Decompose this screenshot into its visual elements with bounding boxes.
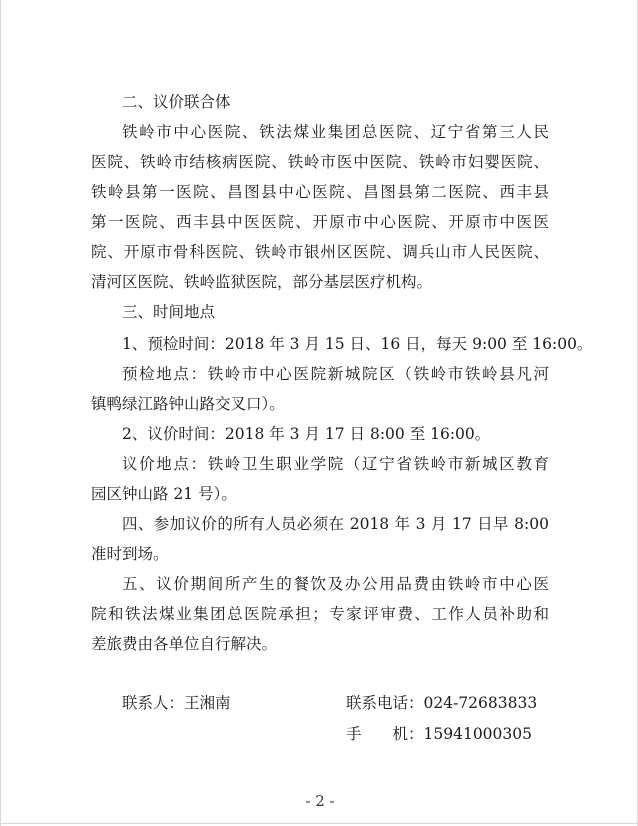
union-line-2: 医院、铁岭市结核病医院、铁岭市医中医院、铁岭市妇婴医院、 — [91, 153, 549, 171]
expenses-line-2: 院和铁法煤业集团总医院承担；专家评审费、工作人员补助和 — [91, 605, 549, 623]
union-line-3: 铁岭县第一医院、昌图县中心医院、昌图县第二医院、西丰县 — [91, 183, 549, 201]
expenses-line-1: 五、议价期间所产生的餐饮及办公用品费由铁岭市中心医 — [122, 575, 549, 593]
contact-mobile-row — [346, 724, 532, 744]
section-heading-union: 二、议价联合体 — [122, 93, 231, 111]
union-line-5: 院、开原市骨科医院、铁岭市银州区医院、调兵山市人民医院、 — [91, 243, 549, 261]
attendance-line-2: 准时到场。 — [91, 545, 169, 563]
union-line-6: 清河区医院、铁岭监狱医院，部分基层医疗机构。 — [91, 273, 433, 291]
contact-person: 联系人：王湘南 — [122, 694, 231, 712]
contact-phone: 联系电话：024-72683833 — [346, 694, 538, 712]
bargain-time: 2、议价时间：2018 年 3 月 17 日 8:00 至 16:00。 — [122, 425, 491, 443]
precheck-place-line-2: 镇鸭绿江路钟山路交叉口）。 — [91, 395, 285, 413]
precheck-time: 1、预检时间：2018 年 3 月 15 日、16 日，每天 9:00 至 16:00。 — [122, 335, 593, 353]
bargain-place-line-1: 议价地点：铁岭卫生职业学院（辽宁省铁岭市新城区教育 — [122, 455, 549, 473]
contact-mobile-number: 15941000305 — [423, 725, 532, 743]
union-line-1: 铁岭市中心医院、铁法煤业集团总医院、辽宁省第三人民 — [122, 123, 549, 141]
expenses-line-3: 差旅费由各单位自行解决。 — [91, 635, 278, 653]
page-bottom-edge — [1, 823, 638, 824]
contact-mobile-label: 手 机： — [346, 725, 424, 743]
precheck-place-line-1: 预检地点：铁岭市中心医院新城院区（铁岭市铁岭县凡河 — [122, 365, 549, 383]
union-line-4: 第一医院、西丰县中医医院、开原市中心医院、开原市中医医 — [91, 213, 549, 231]
attendance-line-1: 四、参加议价的所有人员必须在 2018 年 3 月 17 日早 8:00 — [122, 515, 549, 533]
bargain-place-line-2: 园区钟山路 21 号）。 — [91, 485, 237, 503]
section-heading-time-place: 三、时间地点 — [122, 303, 216, 321]
page-number: - 2 - — [305, 792, 335, 810]
